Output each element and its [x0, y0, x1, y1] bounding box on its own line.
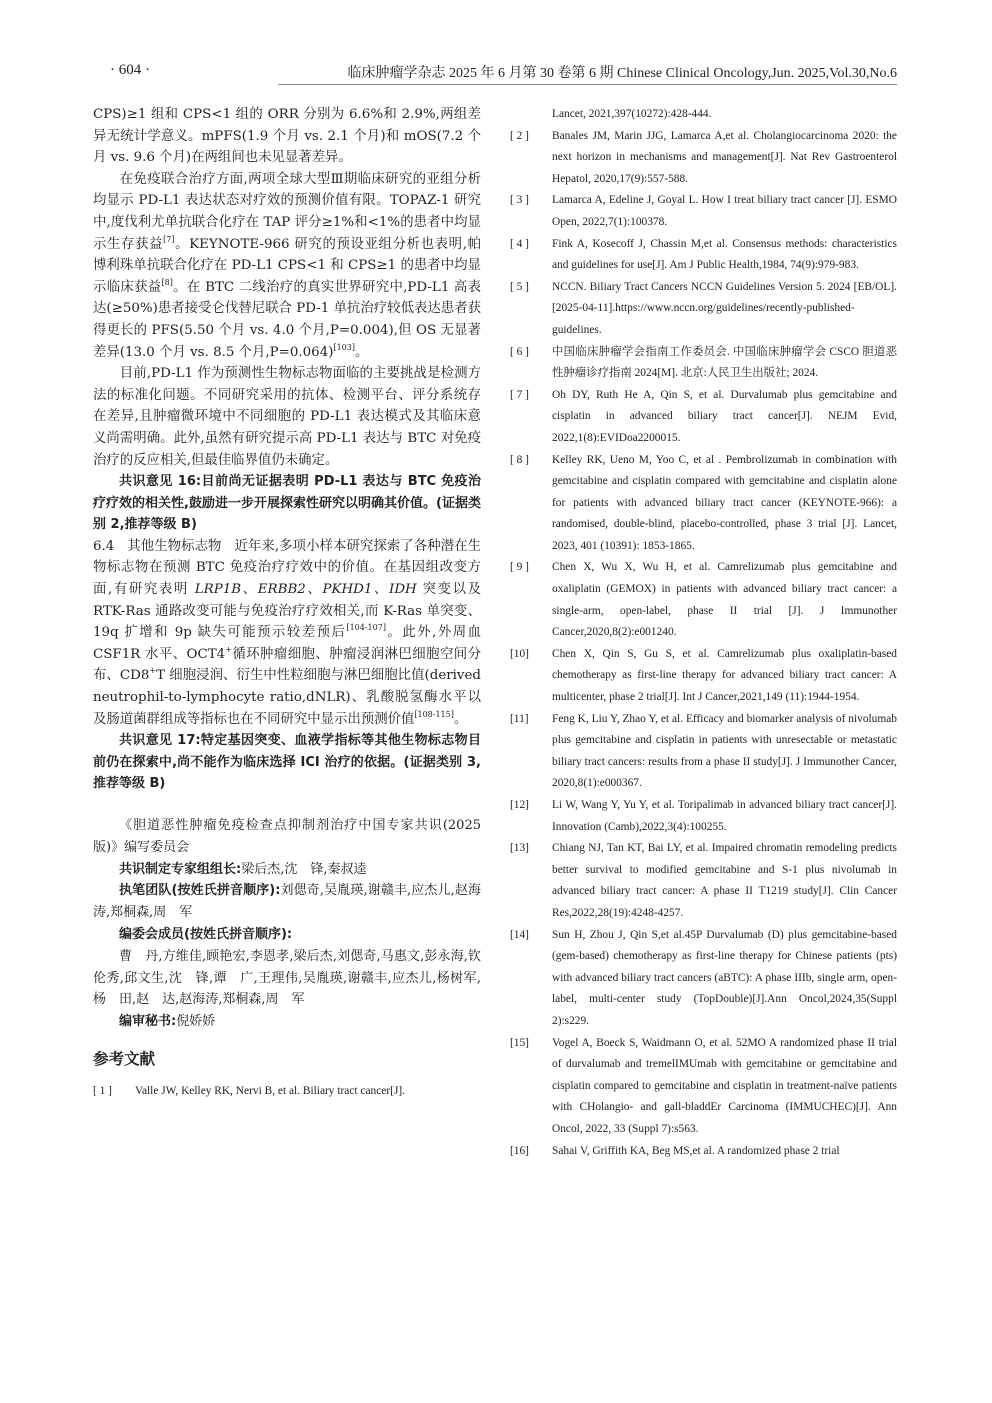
reference-item	[510, 709, 897, 795]
text-span: 。此外,外周血 CSF1R 水平、OCT4	[93, 625, 481, 662]
text-span: T 细胞浸润、衍生中性粒细胞与淋巴细胞比值(derived neutrophil-to-lymphocyte ratio,dNLR)、乳酸脱氢酶水平以及肠道菌群组成等指标也在不同研究中显示出预测价值	[93, 668, 481, 727]
reference-number: [16]	[510, 1144, 529, 1157]
paragraph-challenges: 目前,PD-L1 作为预测性生物标志物面临的主要挑战是检测方法的标准化问题。不同研究采用的抗体、检测平台、评分系统存在差异,且肿瘤微环境中不同细胞的 PD-L1 表达模式及其临床意义尚需明确。此外,虽然有研究提示高 PD-L1 表达与 BTC 对免疫治疗的反应相关,但最佳临界值仍未确定。	[93, 366, 481, 468]
superscript: +	[149, 666, 157, 676]
text-span: 。KEYNOTE-966 研究的预设亚组分析也表明,帕博利珠单抗联合化疗在 PD-L1 CPS<1 和 CPS≥1 的患者中均显示临床获益	[93, 236, 481, 295]
section-title: 其他生物标志物	[127, 538, 222, 554]
reference-number: [ 7 ]	[510, 388, 529, 401]
citation[interactable]: [104-107]	[346, 623, 386, 633]
reference-item	[510, 190, 897, 233]
right-column	[510, 104, 897, 1162]
reference-number: [ 8 ]	[510, 453, 529, 466]
running-title: 临床肿瘤学杂志 2025 年 6 月第 30 卷第 6 期 Chinese Clinical Oncology,Jun. 2025,Vol.30,No.6	[278, 62, 897, 85]
paragraph-combination-therapy	[93, 169, 481, 363]
consensus-16: 共识意见 16:目前尚无证据表明 PD-L1 表达与 BTC 免疫治疗疗效的相关性,鼓励进一步开展探索性研究以明确其价值。(证据类别 2,推荐等级 B)	[93, 474, 481, 533]
reference-text: NCCN. Biliary Tract Cancers NCCN Guidelines Version 5. 2024 [EB/OL]. [2025-04-11].https://www.nccn.org/guidelines/recently-published-guidelines.	[552, 280, 897, 336]
citation[interactable]: [7]	[163, 234, 175, 244]
reference-item	[510, 385, 897, 450]
reference-number: [ 6 ]	[510, 345, 529, 358]
committee-members-label	[93, 924, 481, 946]
writers-names: 刘偲奇,吴胤瑛,谢赣丰,应杰儿,赵海涛,郑桐森,周 军	[93, 883, 481, 921]
reference-item	[510, 925, 897, 1033]
citation[interactable]: [108-115]	[414, 709, 454, 719]
gene-name: ERBB2	[257, 582, 306, 598]
text-span: 。	[453, 711, 468, 727]
reference-number: [15]	[510, 1036, 529, 1049]
reference-text: Vogel A, Boeck S, Waidmann O, et al. 52MO A randomized phase II trial of durvalumab and tremelIMUmab with gemcitabine or gemcitabine and cisplatin compared to gemcitabine and cisplatin in treatment-naïve patients with CHolangio- and gall-bladdEr Carcinoma (IMMUCHEC)[J]. Ann Oncol, 2022, 33 (Suppl 7):s563.	[552, 1036, 897, 1135]
reference-text: Chiang NJ, Tan KT, Bai LY, et al. Impaired chromatin remodeling predicts better survival to modified gemcitabine and S-1 plus nivolumab in advanced biliary tract cancer: A phase II T1219 study[J]. Clin Cancer Res,2022,28(19):4248-4257.	[552, 842, 897, 919]
text-span: 近年来,多项小样本研究探索了各种潜在生物标志物在预测 BTC 免疫治疗疗效中的价值。在基因组改变方面,有研究表明	[93, 538, 481, 598]
superscript: +	[225, 644, 232, 654]
reference-item	[510, 644, 897, 709]
reference-number: [ 2 ]	[510, 129, 529, 142]
leaders-label: 共识制定专家组组长:	[119, 861, 242, 877]
section-6-4: 6.4 其他生物标志物 近年来,多项小样本研究探索了各种潜在生物标志物在预测 BTC 免疫治疗疗效中的价值。在基因组改变方面,有研究表明 LRP1B、ERBB2、PKHD1、IDH 突变以及 RTK-Ras 通路改变可能与免疫治疗疗效相关,而 K-Ras 单突变、19q 扩增和 9p 缺失可能预示较差预后[104-107]。此外,外周血 CSF1R 水平、OCT4+循环肿瘤细胞、肿瘤浸润淋巴细胞空间分布、CD8+T 细胞浸润、衍生中性粒细胞与淋巴细胞比值(derived neutrophil-to-lymphocyte ratio,dNLR)、乳酸脱氢酶水平以及肠道菌群组成等指标也在不同研究中显示出预测价值[108-115]。	[93, 538, 482, 727]
reference-number: [ 3 ]	[510, 194, 529, 207]
reference-number: [10]	[510, 647, 529, 660]
reference-item	[510, 795, 897, 838]
spacer	[93, 795, 481, 815]
paragraph-orr: CPS)≥1 组和 CPS<1 组的 ORR 分别为 6.6%和 2.9%,两组差异无统计学意义。mPFS(1.9 个月 vs. 2.1 个月)和 mOS(7.2 个月 vs. 9.6 个月)在两组间也未见显著差异。	[93, 107, 481, 166]
reference-item	[93, 1081, 481, 1103]
citation[interactable]: [103]	[333, 342, 355, 352]
text-span: 。	[354, 344, 369, 360]
gene-name: IDH	[389, 582, 417, 598]
reference-number: [12]	[510, 799, 529, 811]
reference-list	[510, 126, 897, 1163]
text-span: 。在 BTC 二线治疗的真实世界研究中,PD-L1 高表达(≥50%)患者接受仑伐替尼联合 PD-1 单抗治疗较低表达患者获得更长的 PFS(5.50 个月 vs. 4.0 个月,P=0.004),但 OS 无显著差异(13.0 个月 vs. 8.5 个月,P=0.064)	[93, 279, 481, 360]
reference-item	[510, 450, 897, 558]
text-span: 循环肿瘤细胞、肿瘤浸润淋巴细胞空间分布、CD8	[93, 646, 482, 684]
reference-text: Valle JW, Kelley RK, Nervi B, et al. Biliary tract cancer[J].	[135, 1084, 406, 1097]
secretary-label: 编审秘书:	[119, 1014, 177, 1030]
reference-text: Feng K, Liu Y, Zhao Y, et al. Efficacy and biomarker analysis of nivolumab plus gemcitabine and cisplatin in patients with unresectable or metastatic biliary tract cancers: results from a phase II study[J]. J Immunother Cancer, 2020,8(1):e000367.	[552, 712, 897, 790]
reference-number: [ 5 ]	[510, 280, 529, 293]
section-number: 6.4	[93, 538, 115, 554]
reference-text: Oh DY, Ruth He A, Qin S, et al. Durvalumab plus gemcitabine and cisplatin in advanced biliary tract cancer[J]. NEJM Evid, 2022,1(8):EVIDoa2200015.	[552, 388, 897, 444]
reference-item	[510, 1033, 897, 1141]
text-span: 在免疫联合治疗方面,两项全球大型Ⅲ期临床研究的亚组分析均显示 PD-L1 表达状态对疗效的预测价值有限。TOPAZ-1 研究中,度伐利尤单抗联合化疗在 TAP 评分≥1%和<1%的患者中均显示生存获益	[93, 171, 481, 252]
writers-label: 执笔团队(按姓氏拼音顺序):	[119, 883, 281, 899]
reference-text: Chen X, Wu X, Wu H, et al. Camrelizumab plus gemcitabine and oxaliplatin (GEMOX) in patients with advanced biliary tract cancer: a single-arm, open-label, phase II trial [J]. J Immunother Cancer,2020,8(2):e001240.	[552, 561, 897, 639]
consensus-17: 共识意见 17:特定基因突变、血液学指标等其他生物标志物目前仍在探索中,尚不能作为临床选择 ICI 治疗的依据。(证据类别 3,推荐等级 B)	[93, 733, 481, 792]
committee-members: 曹 丹,方维佳,顾艳宏,李恩孝,梁后杰,刘偲奇,马惠文,彭永海,钦伦秀,邱文生,沈 锋,谭 广,王理伟,吴胤瑛,谢赣丰,应杰儿,杨树军,杨 田,赵 达,赵海涛,郑桐森,周 军	[93, 948, 481, 1008]
reference-item	[510, 126, 897, 191]
reference-item	[510, 277, 897, 342]
reference-number: [14]	[510, 928, 529, 941]
leaders-names: 梁后杰,沈 锋,秦叔逵	[241, 861, 367, 877]
members-label: 编委会成员(按姓氏拼音顺序):	[119, 926, 293, 942]
reference-text: Lamarca A, Edeline J, Goyal L. How I treat biliary tract cancer [J]. ESMO Open, 2022,7(1):100378.	[552, 194, 897, 228]
committee-secretary	[93, 1011, 481, 1033]
text-span: 突变以及 RTK-Ras 通路改变可能与免疫治疗疗效相关,而 K-Ras 单突变、19q 扩增和 9p 缺失可能预示较差预后	[93, 582, 482, 641]
references-heading: 参考文献	[93, 1049, 156, 1068]
left-column	[93, 104, 481, 1103]
reference-item	[510, 838, 897, 924]
reference-number: [ 1 ]	[93, 1084, 112, 1097]
reference-number: [13]	[510, 842, 529, 855]
reference-text: Banales JM, Marin JJG, Lamarca A,et al. Cholangiocarcinoma 2020: the next horizon in mechanisms and management[J]. Nat Rev Gastroenterol Hepatol, 2020,17(9):557-588.	[552, 129, 897, 185]
reference-item	[510, 1141, 897, 1163]
reference-text: Kelley RK, Ueno M, Yoo C, et al . Pembrolizumab in combination with gemcitabine and cisplatin compared with gemcitabine and cisplatin alone for patients with advanced biliary tract cancer (KEYNOTE-966): a randomised, double-blind, placebo-controlled, phase 3 trial [J]. Lancet, 2023, 401 (10391): 1853-1865.	[552, 453, 897, 552]
page-number: · 604 ·	[110, 62, 150, 78]
committee-title: 《胆道恶性肿瘤免疫检查点抑制剂治疗中国专家共识(2025 版)》编写委员会	[93, 818, 481, 855]
committee-writers	[93, 880, 481, 924]
gene-name: PKHD1	[322, 582, 373, 598]
page-header	[0, 62, 992, 86]
reference-item	[510, 342, 897, 385]
reference-number: [11]	[510, 712, 529, 725]
secretary-name: 倪娇娇	[176, 1014, 216, 1030]
reference-item	[510, 557, 897, 643]
reference-text: 中国临床肿瘤学会指南工作委员会. 中国临床肿瘤学会 CSCO 胆道恶性肿瘤诊疗指南 2024[M]. 北京:人民卫生出版社; 2024.	[552, 345, 897, 380]
reference-text: Sahai V, Griffith KA, Beg MS,et al. A randomized phase 2 trial	[552, 1144, 840, 1157]
reference-text: Fink A, Kosecoff J, Chassin M,et al. Consensus methods: characteristics and guidelines for use[J]. Am J Public Health,1984, 74(9):979-983.	[552, 237, 897, 272]
reference-number: [ 9 ]	[510, 561, 529, 574]
reference-number: [ 4 ]	[510, 237, 529, 250]
reference-continuation: Lancet, 2021,397(10272):428-444.	[552, 108, 712, 120]
citation[interactable]: [8]	[161, 277, 173, 287]
reference-item	[510, 234, 897, 277]
gene-name: LRP1B	[194, 582, 242, 598]
reference-text: Li W, Wang Y, Yu Y, et al. Toripalimab in advanced biliary tract cancer[J]. Innovation (Camb),2022,3(4):100255.	[552, 799, 897, 833]
reference-text: Sun H, Zhou J, Qin S,et al.45P Durvalumab (D) plus gemcitabine-based (gem-based) chemotherapy as first-line therapy for Chinese patients (pts) with advanced biliary tract cancers (aBTC): A phase IIIb, single arm, open-label, multi-center study (TopDouble)[J].Ann Oncol,2024,35(Suppl 2):s229.	[552, 928, 897, 1027]
reference-text: Chen X, Qin S, Gu S, et al. Camrelizumab plus oxaliplatin-based chemotherapy as first-line therapy for advanced biliary tract cancer: A multicenter, phase 2 trial[J]. Int J Cancer,2021,149 (11):1944-1954.	[552, 647, 897, 704]
committee-leaders	[93, 859, 481, 881]
